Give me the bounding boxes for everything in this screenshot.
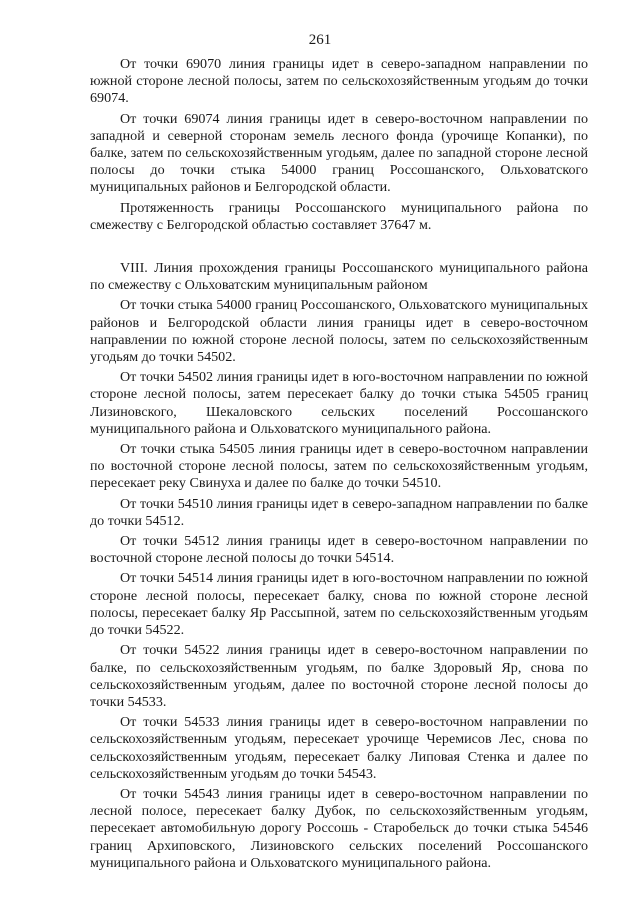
page-number: 261: [308, 32, 332, 48]
section-paragraph: От точки 54533 линия границы идет в северо-восточном направлении по сельскохозяйственным угодьям, пересекает урочище Черемисов Лес, снова по сельскохозяйственным угодьям, пересекает балку Липовая Стенка и далее по сельскохозяйственным угодьям до точки 54543.: [90, 714, 588, 782]
section-heading: VIII. Линия прохождения границы Россошанского муниципального района по смежеству с Ольховатским муниципальным районом: [90, 260, 588, 294]
section-paragraph: От точки 54502 линия границы идет в юго-восточном направлении по южной стороне лесной полосы, затем пересекает балку до точки стыка 54505 границ Лизиновского, Шекаловского сельских поселений Россошанского муниципального района и Ольховатского муниципального района.: [90, 369, 588, 437]
section-paragraph: От точки стыка 54505 линия границы идет в северо-восточном направлении по восточной стороне лесной полосы, затем по сельскохозяйственным угодьям, пересекает реку Свинуха и далее по балке до точки 54510.: [90, 441, 588, 492]
section-paragraph: От точки 54512 линия границы идет в северо-восточном направлении по восточной стороне лесной полосы до точки 54514.: [90, 533, 588, 567]
paragraph: От точки 69070 линия границы идет в северо-западном направлении по южной стороне лесной полосы, затем по сельскохозяйственным угодьям до точки 69074.: [90, 56, 588, 107]
section-paragraph: От точки 54522 линия границы идет в северо-восточном направлении по балке, по сельскохозяйственным угодьям, по балке Здоровый Яр, снова по сельскохозяйственным угодьям, далее по восточной стороне лесной полосы до точки 54533.: [90, 642, 588, 710]
paragraph: Протяженность границы Россошанского муниципального района по смежеству с Белгородской областью составляет 37647 м.: [90, 199, 588, 233]
section-paragraph: От точки 54510 линия границы идет в северо-западном направлении по балке до точки 54512.: [90, 495, 588, 529]
paragraph: От точки 69074 линия границы идет в северо-восточном направлении по западной и северной сторонам земель лесного фонда (урочище Копанки), по балке, затем по сельскохозяйственным угодьям, далее по западной стороне лесной полосы до точки стыка 54000 границ Россошанского, Ольховатского муниципальных районов и Белгородской области.: [90, 110, 588, 196]
section-paragraph: От точки 54514 линия границы идет в юго-восточном направлении по южной стороне лесной полосы, пересекает балку, снова по южной стороне лесной полосы, пересекает балку Яр Рассыпной, затем по сельскохозяйственным угодьям до точки 54522.: [90, 570, 588, 639]
section-paragraph: От точки стыка 54000 границ Россошанского, Ольховатского муниципальных районов и Белгородской области линия границы идет в северо-восточном направлении по южной стороне лесной полосы, затем по сельскохозяйственным угодьям до точки 54502.: [90, 297, 588, 366]
document-body: [90, 56, 588, 872]
section-paragraph: От точки 54543 линия границы идет в северо-восточном направлении по лесной полосе, пересекает балку Дубок, по сельскохозяйственным угодьям, пересекает автомобильную дорогу Россошь - Старобельск до точки стыка 54546 границ Архиповского, Лизиновского сельских поселений Россошанского муниципального района и Ольховатского муниципального района.: [90, 785, 588, 871]
